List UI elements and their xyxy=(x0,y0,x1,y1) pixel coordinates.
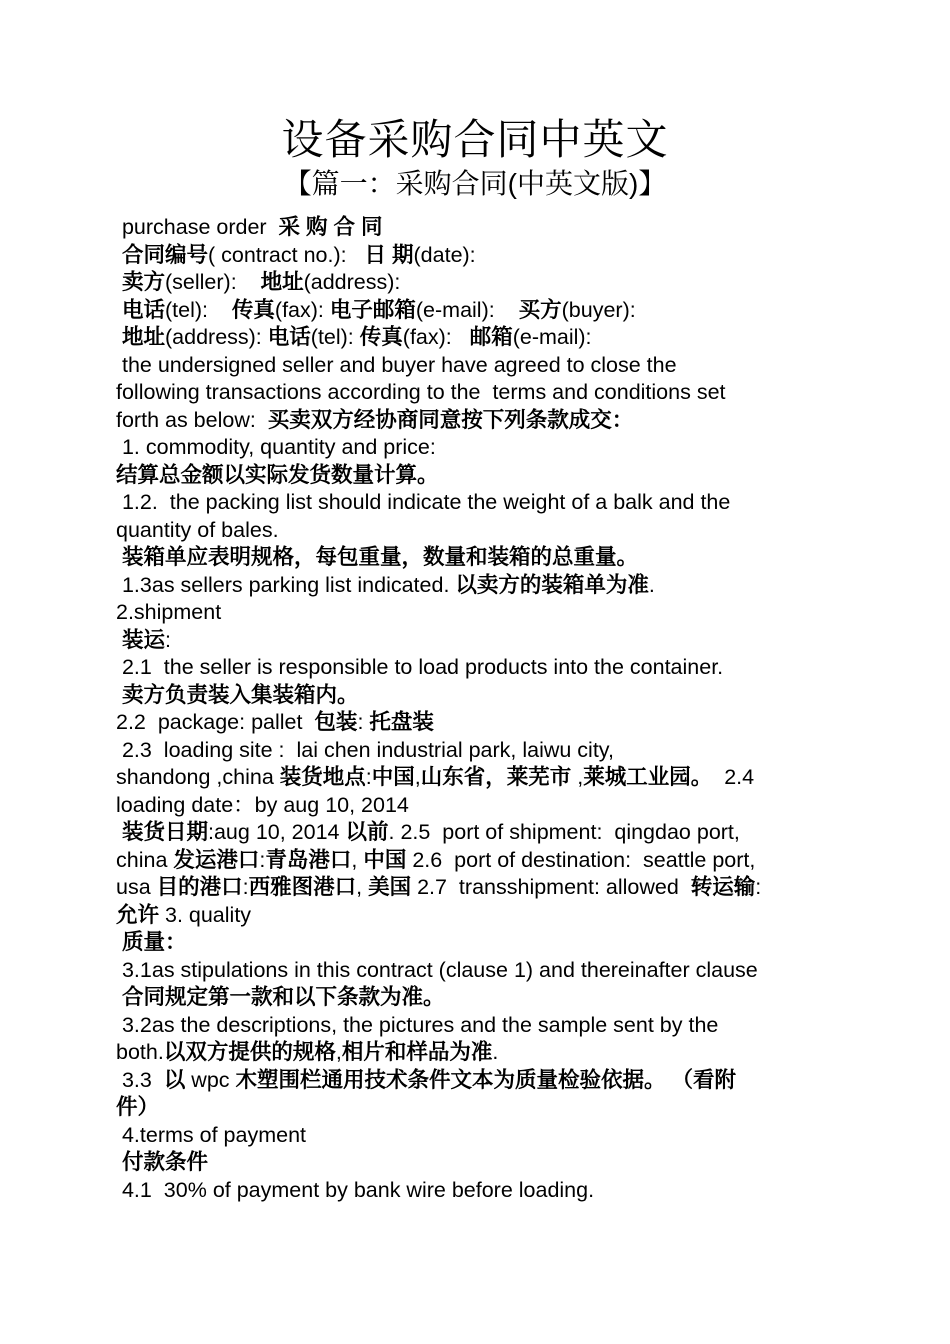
text-run: forth as below: xyxy=(116,407,268,432)
text-run: both. xyxy=(116,1040,164,1064)
bold-text-run: 山东省，莱芜市 xyxy=(420,765,572,789)
bold-text-run: 以双方提供的规格 xyxy=(163,1040,336,1064)
text-line xyxy=(116,819,836,847)
text-run: : xyxy=(259,847,266,872)
bold-text-run: 莱城工业园。 xyxy=(583,765,713,789)
text-run: 1.3as sellers parking list indicated. xyxy=(116,572,456,597)
text-line xyxy=(116,1039,836,1067)
text-run: (tel): xyxy=(310,325,360,349)
bold-text-run: 中国 xyxy=(371,765,415,789)
text-run: , xyxy=(335,1040,342,1064)
bold-text-run: 结算总金额以实际发货数量计算。 xyxy=(116,462,439,487)
bold-text-run: 托盘装 xyxy=(369,710,434,734)
bold-text-run: 青岛港口 xyxy=(265,847,352,872)
bold-text-run: 中国 xyxy=(363,847,407,872)
text-run: 2.shipment xyxy=(116,600,222,624)
text-line xyxy=(116,1122,836,1150)
text-run: (tel): xyxy=(165,297,232,322)
text-run: : xyxy=(357,710,370,734)
text-line xyxy=(116,489,836,517)
text-line xyxy=(116,324,836,352)
text-run: 3.1as stipulations in this contract (clause 1) and thereinafter clause xyxy=(116,957,758,982)
text-line xyxy=(116,654,836,682)
text-line xyxy=(116,214,836,242)
bold-text-run: 目的港口 xyxy=(156,875,243,899)
text-line xyxy=(116,902,836,930)
bold-text-run: 合同编号 xyxy=(121,242,208,267)
text-line xyxy=(116,1094,836,1122)
text-line xyxy=(116,627,836,655)
text-run: , xyxy=(414,765,421,789)
bold-text-run: 买方 xyxy=(518,297,562,322)
text-run: (buyer): xyxy=(561,297,636,322)
text-line xyxy=(116,682,836,710)
text-run: the undersigned seller and buyer have agreed to close the xyxy=(116,352,677,377)
document-subtitle: 【篇一：采购合同(中英文版)】 xyxy=(283,168,667,199)
bold-text-run: 装货日期 xyxy=(121,820,208,844)
text-line xyxy=(116,1149,836,1177)
text-run: china xyxy=(116,847,174,872)
text-run: : xyxy=(165,627,171,652)
text-run: 2.6 port of destination: seattle port, xyxy=(406,847,756,872)
text-run: wpc xyxy=(185,1067,236,1092)
text-line xyxy=(116,572,836,600)
text-run: (address): xyxy=(165,325,268,349)
text-run: loading date： xyxy=(116,792,255,817)
bold-text-run: 采 购 合 同 xyxy=(278,215,383,239)
bold-text-run: 电话 xyxy=(121,297,165,322)
text-run: 2.1 the seller is responsible to load products into the container. xyxy=(116,655,724,679)
text-run: (fax): xyxy=(274,297,330,322)
text-run: 1. commodity, quantity and price: xyxy=(116,435,436,459)
bold-text-run: 木塑围栏通用技术条件文本为质量检验依据。 （看附 xyxy=(235,1067,736,1092)
text-run: . 2.5 port of shipment: qingdao port, xyxy=(388,820,740,844)
text-run: 3. quality xyxy=(159,902,252,927)
text-run: , xyxy=(356,875,369,899)
text-run: (date): xyxy=(413,242,476,267)
bold-text-run: 以 xyxy=(163,1067,186,1092)
text-line xyxy=(116,847,836,875)
bold-text-run: 件） xyxy=(116,1095,160,1119)
bold-text-run: 卖方 xyxy=(121,270,165,294)
text-line xyxy=(116,544,836,572)
bold-text-run: 装货地点 xyxy=(279,765,366,789)
text-run: 2.4 xyxy=(712,765,755,789)
bold-text-run: 装运 xyxy=(121,627,165,652)
text-run: ( contract no.): xyxy=(208,242,365,267)
text-run: purchase order xyxy=(116,215,279,239)
text-line xyxy=(116,434,836,462)
text-line xyxy=(116,1177,836,1205)
bold-text-run: 以前 xyxy=(345,820,389,844)
text-run: (e-mail): xyxy=(512,325,592,349)
text-run: by aug 10, 2014 xyxy=(254,792,409,817)
bold-text-run: 装箱单应表明规格，每包重量，数量和装箱的总重量。 xyxy=(121,545,638,569)
text-run: 2.2 package: pallet xyxy=(116,710,315,734)
text-run: following transactions according to the terms and conditions set xyxy=(116,380,726,404)
text-run: quantity of bales. xyxy=(116,517,279,542)
text-run: 1.2. the packing list should indicate the weight of a balk and the xyxy=(116,490,731,514)
text-run: (e-mail): xyxy=(415,297,519,322)
bold-text-run: 卖方负责装入集装箱内。 xyxy=(121,682,359,707)
text-line xyxy=(116,379,836,407)
bold-text-run: 电子邮箱 xyxy=(329,297,416,322)
bold-text-run: 地址 xyxy=(260,270,304,294)
bold-text-run: 允许 xyxy=(116,902,160,927)
contract-body xyxy=(116,214,836,1204)
text-run: , xyxy=(351,847,364,872)
text-line xyxy=(116,517,836,545)
text-line xyxy=(116,242,836,270)
text-run: (seller): xyxy=(165,270,261,294)
bold-text-run: 包装 xyxy=(314,710,358,734)
text-line xyxy=(116,269,836,297)
bold-text-run: 质量： xyxy=(121,930,187,954)
text-run: :aug 10, 2014 xyxy=(208,820,346,844)
text-run: . xyxy=(648,572,655,597)
bold-text-run: 相片和样品为准 xyxy=(341,1040,493,1064)
text-line xyxy=(116,599,836,627)
text-line xyxy=(116,407,836,435)
text-run: 3.2as the descriptions, the pictures and the sample sent by the xyxy=(116,1012,719,1037)
text-run: , xyxy=(571,765,584,789)
bold-text-run: 日 期 xyxy=(364,242,414,267)
bold-text-run: 买卖双方经协商同意按下列条款成交： xyxy=(267,407,634,432)
bold-text-run: 传真 xyxy=(359,325,403,349)
text-run: 4.terms of payment xyxy=(116,1122,306,1147)
text-line xyxy=(116,957,836,985)
text-line xyxy=(116,737,836,765)
text-line xyxy=(116,929,836,957)
bold-text-run: 转运输 xyxy=(690,875,756,899)
text-run: : xyxy=(242,875,249,899)
text-run: (fax): xyxy=(402,325,470,349)
text-run: : xyxy=(755,875,762,899)
text-run: . xyxy=(492,1040,499,1064)
text-line xyxy=(116,1012,836,1040)
text-run: : xyxy=(365,765,372,789)
text-run: (address): xyxy=(303,270,401,294)
text-line xyxy=(116,297,836,325)
text-line xyxy=(116,792,836,820)
bold-text-run: 以卖方的装箱单为准 xyxy=(455,572,649,597)
text-run: 2.7 transshipment: allowed xyxy=(411,875,691,899)
text-run: shandong ,china xyxy=(116,765,280,789)
bold-text-run: 合同规定第一款和以下条款为准。 xyxy=(121,985,445,1009)
text-line xyxy=(116,352,836,380)
text-line xyxy=(116,709,836,737)
bold-text-run: 发运港口 xyxy=(173,847,260,872)
bold-text-run: 传真 xyxy=(231,297,275,322)
text-run: 4.1 30% of payment by bank wire before loading. xyxy=(116,1177,595,1202)
bold-text-run: 西雅图港口 xyxy=(248,875,357,899)
text-line xyxy=(116,874,836,902)
text-line xyxy=(116,462,836,490)
text-line xyxy=(116,764,836,792)
text-line xyxy=(116,984,836,1012)
bold-text-run: 电话 xyxy=(267,325,311,349)
bold-text-run: 地址 xyxy=(121,325,165,349)
text-line xyxy=(116,1067,836,1095)
document-title: 设备采购合同中英文 xyxy=(281,116,669,163)
bold-text-run: 邮箱 xyxy=(469,325,513,349)
text-run: usa xyxy=(116,875,157,899)
text-run: 2.3 loading site : lai chen industrial park, laiwu city, xyxy=(116,737,614,762)
bold-text-run: 美国 xyxy=(368,875,412,899)
text-run: 3.3 xyxy=(116,1067,164,1092)
bold-text-run: 付款条件 xyxy=(121,1150,208,1174)
